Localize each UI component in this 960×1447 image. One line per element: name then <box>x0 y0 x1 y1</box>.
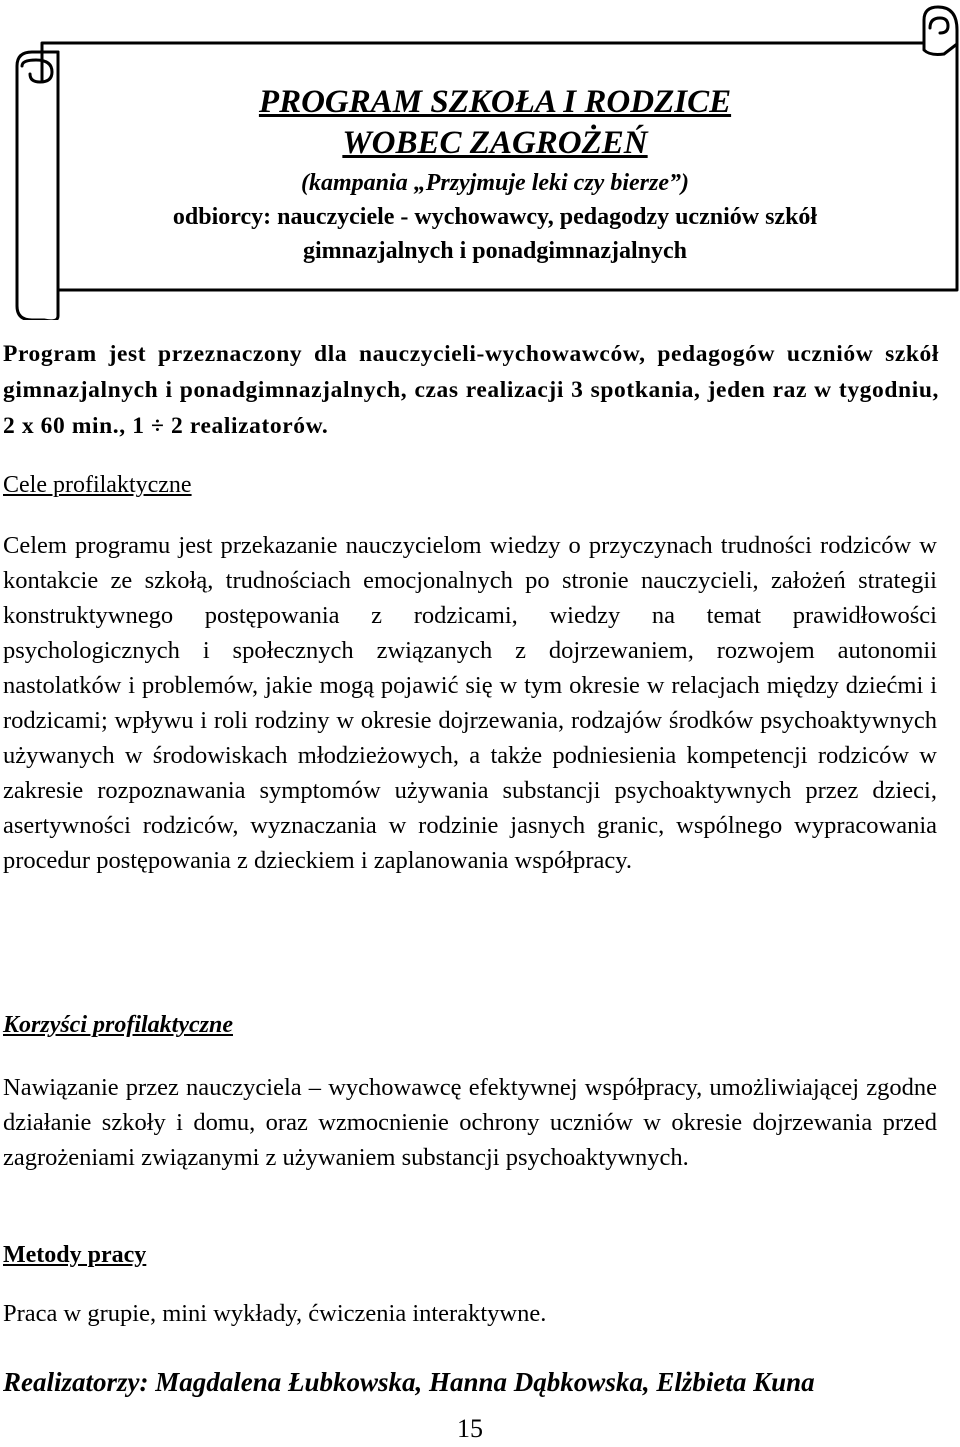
benefits-paragraph: Nawiązanie przez nauczyciela – wychowawcę efektywnej współpracy, umożliwiającej zgodne działanie szkoły i domu, oraz wzmocnienie ochrony uczniów w okresie dojrzewania przed zagrożeniami związanymi z używaniem substancji psychoaktywnych. <box>3 1074 937 1171</box>
program-title-line2: WOBEC ZAGROŻEŃ <box>342 125 648 161</box>
benefits-heading: Korzyści profilaktyczne <box>3 1012 233 1038</box>
realizers-line: Realizatorzy: Magdalena Łubkowska, Hanna Dąbkowska, Elżbieta Kuna <box>3 1367 815 1397</box>
audience-line2: gimnazjalnych i ponadgimnazjalnych <box>302 238 688 264</box>
program-title-line1: PROGRAM SZKOŁA I RODZICE <box>258 84 732 120</box>
methods-paragraph: Praca w grupie, mini wykłady, ćwiczenia interaktywne. <box>3 1300 547 1327</box>
audience-line1: odbiorcy: nauczyciele - wychowawcy, pedagodzy uczniów szkół <box>172 204 818 230</box>
page-number: 15 <box>457 1414 483 1443</box>
campaign-subtitle: (kampania „Przyjmuje leki czy bierze”) <box>301 170 689 196</box>
goals-paragraph: Celem programu jest przekazanie nauczycielom wiedzy o przyczynach trudności rodziców w kontakcie ze szkołą, trudnościach emocjonalnych po stronie nauczycieli, założeń strategii konstruktywnego postępowania z rodzicami, wiedzy na temat prawidłowości psychologicznych i społecznych związanych z dojrzewaniem, rozwojem autonomii nastolatków i problemów, jakie mogą pojawić się w tym okresie w relacjach między dziećmi i rodzicami; wpływu i roli rodziny w okresie dojrzewania, rodzajów środków psychoaktywnych używanych w środowiskach młodzieżowych, a także podniesienia kompetencji rodziców w zakresie rozpoznawania symptomów używania substancji psychoaktywnych przez dzieci, asertywności rodziców, wyznaczania w rodzinie jasnych granic, wspólnego wypracowania procedur postępowania z dzieckiem i zaplanowania współpracy. <box>3 532 937 874</box>
banner-text <box>40 82 950 268</box>
methods-heading: Metody pracy <box>3 1242 147 1268</box>
program-intro: Program jest przeznaczony dla nauczycieli-wychowawców, pedagogów uczniów szkół gimnazjalnych i ponadgimnazjalnych, czas realizacji 3 spotkania, jeden raz w tygodniu, 2 x 60 min., 1 ÷ 2 realizatorów. <box>3 341 939 439</box>
goals-heading: Cele profilaktyczne <box>3 472 192 498</box>
